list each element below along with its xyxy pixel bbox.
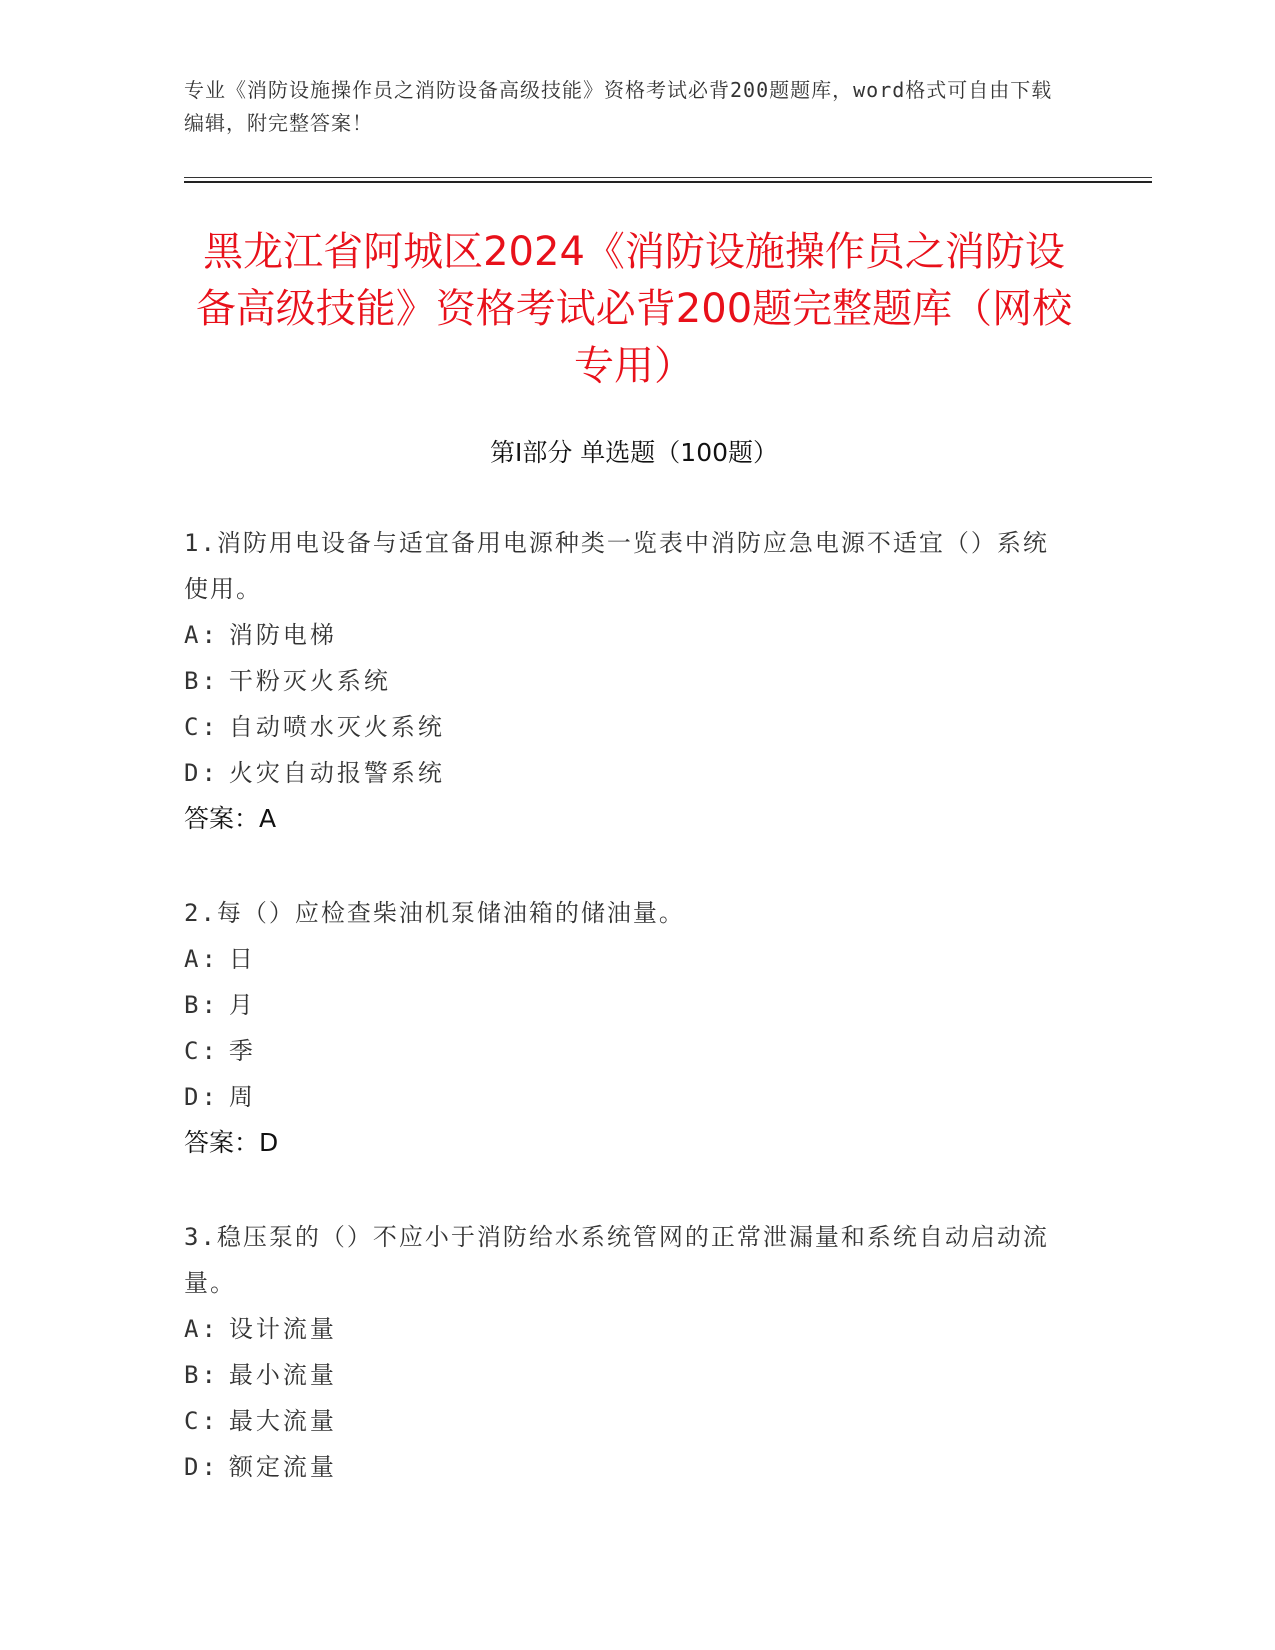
option-text: 消防电梯 [228, 621, 337, 649]
question-3 [184, 1214, 1064, 1490]
option-label: C: [184, 713, 219, 741]
option-label: A: [184, 1315, 219, 1343]
option-label: B: [184, 667, 219, 695]
option-d [184, 1444, 1064, 1490]
option-text: 日 [228, 945, 256, 973]
option-label: B: [184, 1361, 219, 1389]
option-text: 额定流量 [228, 1453, 337, 1481]
option-text: 设计流量 [228, 1315, 337, 1343]
option-b [184, 658, 1064, 704]
question-2 [184, 890, 1064, 1166]
option-text: 最大流量 [228, 1407, 337, 1435]
option-label: C: [184, 1037, 219, 1065]
option-c [184, 704, 1064, 750]
header-divider-thick [184, 181, 1152, 183]
section-title: 第Ⅰ部分 单选题（100题） [489, 438, 779, 467]
option-text: 火灾自动报警系统 [228, 759, 445, 787]
option-b [184, 1352, 1064, 1398]
option-a [184, 612, 1064, 658]
option-label: B: [184, 991, 219, 1019]
question-stem: 1.消防用电设备与适宜备用电源种类一览表中消防应急电源不适宜（）系统使用。 [184, 529, 1049, 603]
option-d [184, 750, 1064, 796]
answer-line: 答案：A [184, 804, 277, 833]
document-title: 黑龙江省阿城区2024《消防设施操作员之消防设备高级技能》资格考试必背200题完整题库（网校专用） [195, 229, 1073, 389]
option-label: D: [184, 759, 219, 787]
option-a [184, 936, 1064, 982]
question-stem: 3.稳压泵的（）不应小于消防给水系统管网的正常泄漏量和系统自动启动流量。 [184, 1223, 1049, 1297]
option-b [184, 982, 1064, 1028]
header-divider-thin [184, 177, 1152, 178]
option-text: 月 [228, 991, 256, 1019]
option-text: 最小流量 [228, 1361, 337, 1389]
question-1 [184, 520, 1064, 842]
option-label: D: [184, 1083, 219, 1111]
option-label: C: [184, 1407, 219, 1435]
header-note: 专业《消防设施操作员之消防设备高级技能》资格考试必背200题题库，word格式可自由下载编辑，附完整答案！ [184, 78, 1053, 135]
option-text: 周 [228, 1083, 256, 1111]
question-list [184, 520, 1064, 1538]
option-text: 季 [228, 1037, 256, 1065]
answer-line: 答案：D [184, 1128, 279, 1157]
option-d [184, 1074, 1064, 1120]
option-text: 干粉灭火系统 [228, 667, 391, 695]
option-label: D: [184, 1453, 219, 1481]
option-c [184, 1398, 1064, 1444]
option-a [184, 1306, 1064, 1352]
option-label: A: [184, 621, 219, 649]
option-label: A: [184, 945, 219, 973]
option-c [184, 1028, 1064, 1074]
question-stem: 2.每（）应检查柴油机泵储油箱的储油量。 [184, 899, 685, 927]
option-text: 自动喷水灭火系统 [228, 713, 445, 741]
